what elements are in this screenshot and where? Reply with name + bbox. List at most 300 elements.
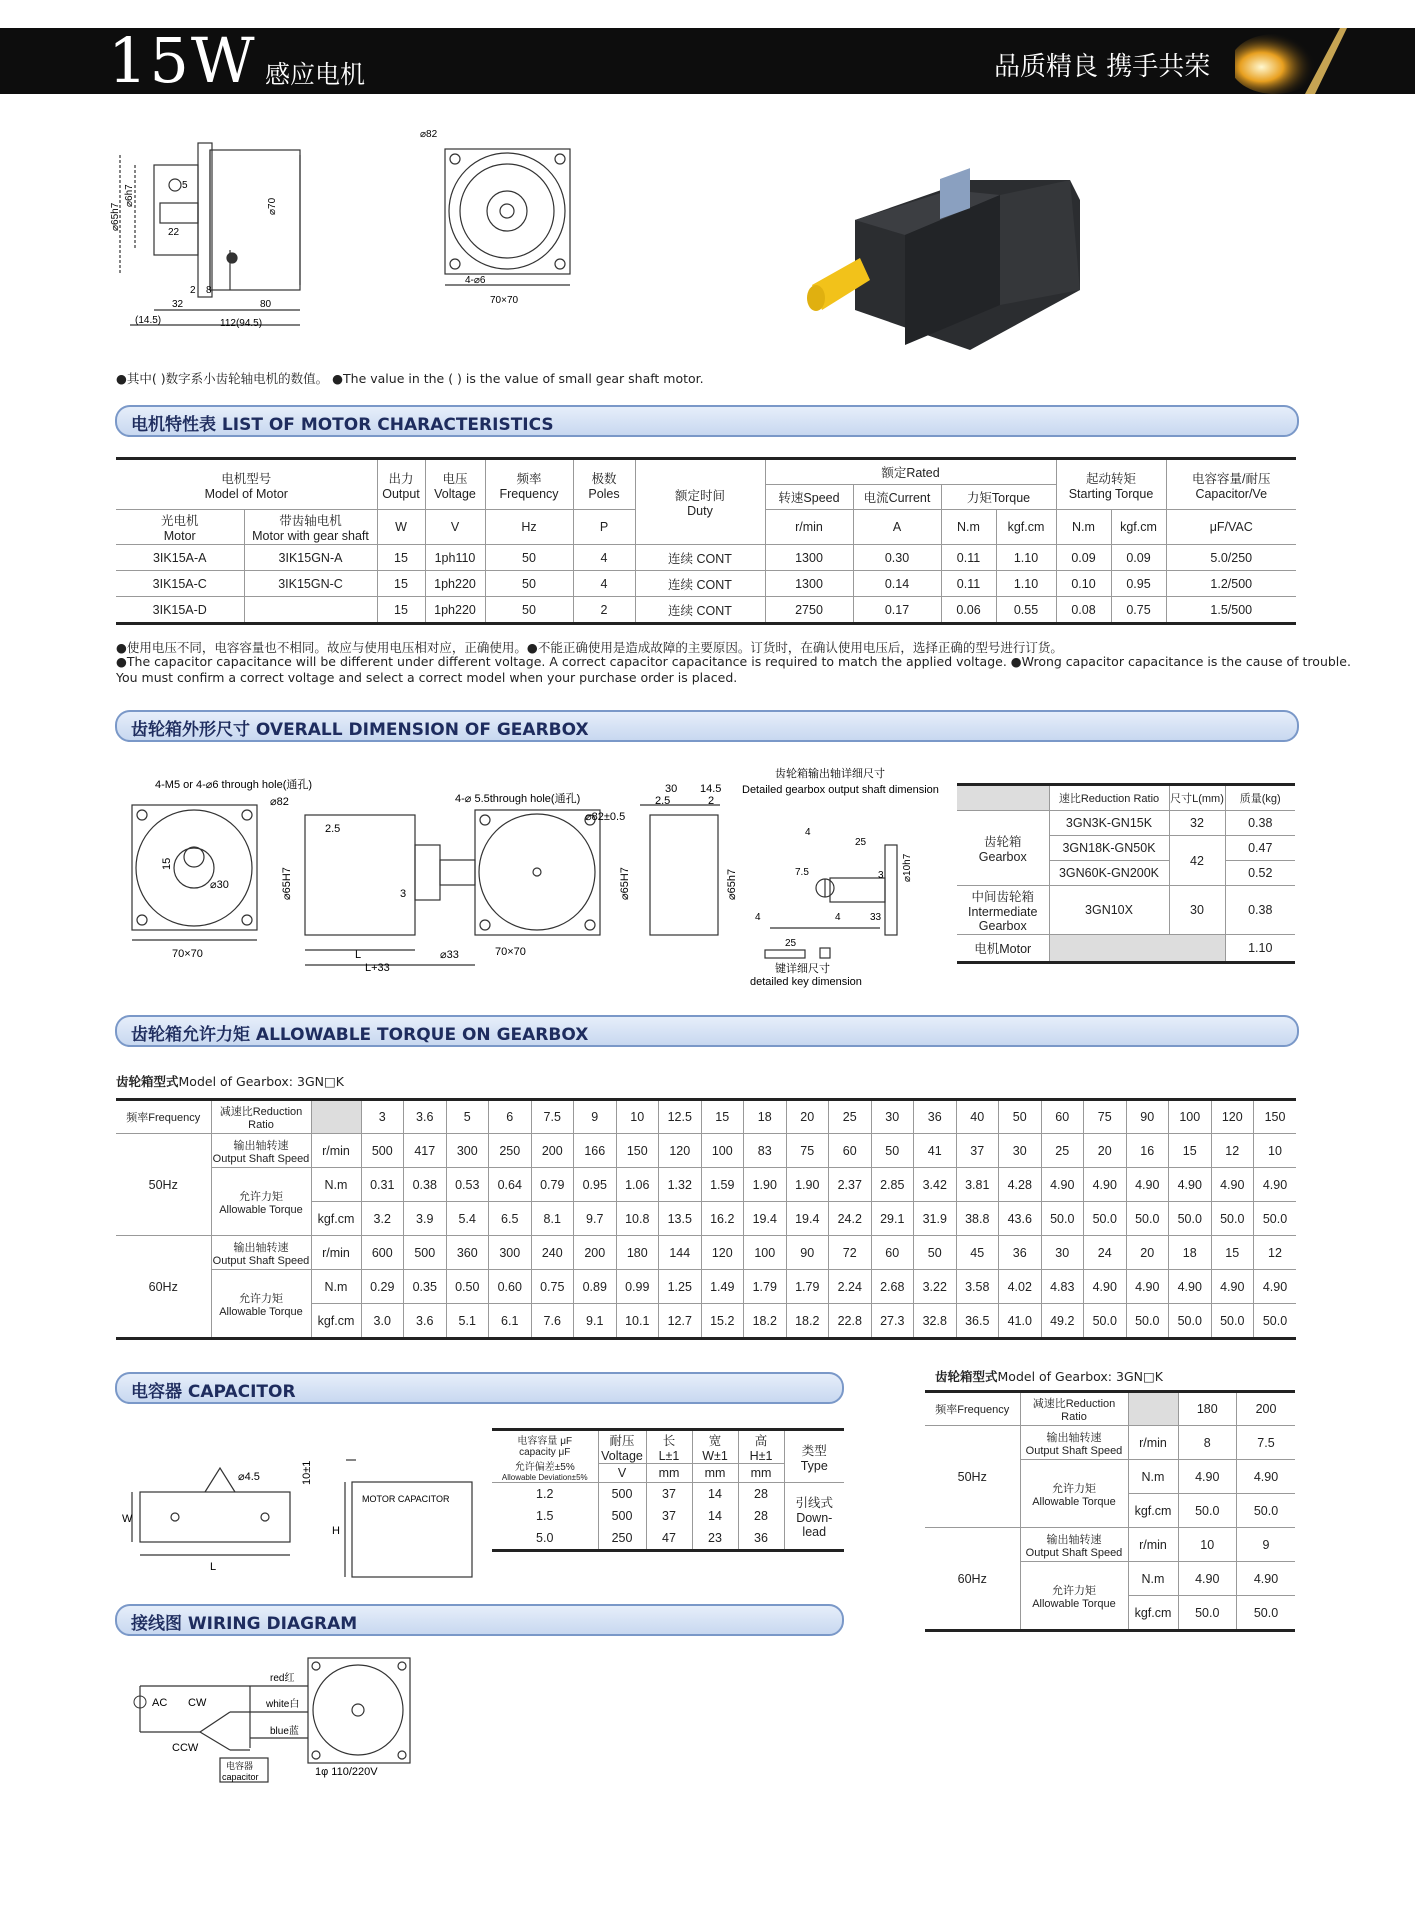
- ratio-cell: 120: [1211, 1100, 1254, 1134]
- value-cell: 0.60: [489, 1270, 532, 1304]
- table-cell: 1.10: [996, 545, 1056, 571]
- table-cell: 0.55: [996, 597, 1056, 624]
- g-m3: 0.52: [1225, 861, 1295, 886]
- table-cell: 0.75: [1111, 597, 1166, 624]
- table-cell: 50: [485, 545, 573, 571]
- h-voltage: 电压: [442, 471, 468, 486]
- dim-32: 32: [172, 299, 184, 310]
- value-cell: 50.0: [1169, 1202, 1212, 1236]
- ratio-cell: 12.5: [659, 1100, 702, 1134]
- h-cap-en: Capacitor/Ve: [1195, 486, 1268, 501]
- dim-70x70: 70×70: [490, 295, 519, 306]
- value-cell: 4.90: [1169, 1270, 1212, 1304]
- table-cell: 0.11: [941, 571, 996, 597]
- table-row: [925, 1426, 1295, 1460]
- c-h-h2: H±1: [749, 1449, 773, 1463]
- frequency-cell: 50Hz: [925, 1426, 1020, 1528]
- torque2-model-value: Model of Gearbox: 3GN□K: [997, 1369, 1163, 1384]
- h-speed: 转速Speed: [765, 485, 853, 510]
- value-cell: 43.6: [999, 1202, 1042, 1236]
- motor-note-3: You must confirm a correct voltage and select a correct model when your purchase order is placed.: [116, 670, 738, 685]
- dim-s75: 7.5: [795, 867, 809, 878]
- allowable-torque-table: [116, 1098, 1296, 1340]
- wire-phase: 1φ 110/220V: [315, 1766, 378, 1778]
- header-banner: [0, 28, 1415, 94]
- value-cell: 3.42: [914, 1168, 957, 1202]
- motor-cn: 电机Motor: [974, 942, 1032, 956]
- dim-70b: 70×70: [495, 946, 526, 958]
- value-cell: 0.95: [574, 1168, 617, 1202]
- table-cell: 500: [598, 1505, 646, 1527]
- u-v: V: [425, 510, 485, 545]
- dim-s4: 4: [805, 827, 811, 838]
- ratio-cell: 7.5: [531, 1100, 574, 1134]
- value-cell: 50.0: [1041, 1202, 1084, 1236]
- table-cell: 连续 CONT: [635, 545, 765, 571]
- ratio-cell: 36: [914, 1100, 957, 1134]
- table-cell: 0.09: [1111, 545, 1166, 571]
- dim-L: L: [355, 949, 362, 961]
- table-cell: 3IK15A-C: [116, 571, 244, 597]
- value-cell: 0.31: [361, 1168, 404, 1202]
- value-cell: 12: [1211, 1134, 1254, 1168]
- table-row: [925, 1528, 1295, 1562]
- value-cell: 18.2: [786, 1304, 829, 1339]
- value-cell: 100: [744, 1236, 787, 1270]
- torque-label: [1020, 1562, 1128, 1631]
- value-cell: 300: [489, 1236, 532, 1270]
- value-cell: 50.0: [1211, 1304, 1254, 1339]
- value-cell: 4.90: [1126, 1168, 1169, 1202]
- table-cell: 4: [573, 545, 635, 571]
- value-cell: 1.49: [701, 1270, 744, 1304]
- value-cell: 1.90: [744, 1168, 787, 1202]
- h-gear: 带齿轴电机: [279, 514, 342, 528]
- value-cell: 3.0: [361, 1304, 404, 1339]
- frequency-cell: 60Hz: [116, 1236, 211, 1339]
- value-cell: 1.90: [786, 1168, 829, 1202]
- ratio-cell: 60: [1041, 1100, 1084, 1134]
- value-cell: 200: [531, 1134, 574, 1168]
- section-title: 齿轮箱允许力矩 ALLOWABLE TORQUE ON GEARBOX: [131, 1025, 589, 1045]
- ratio-cell: 10: [616, 1100, 659, 1134]
- value-cell: 13.5: [659, 1202, 702, 1236]
- c-u-mm3: mm: [738, 1464, 784, 1483]
- dim-14-5: (14.5): [135, 315, 162, 326]
- h-rated: 额定Rated: [765, 459, 1056, 485]
- h-freq-en: Frequency: [499, 486, 559, 501]
- h-freq: 频率: [516, 471, 542, 486]
- value-cell: 3.81: [956, 1168, 999, 1202]
- table-cell: 15: [377, 571, 425, 597]
- value-cell: 6.1: [489, 1304, 532, 1339]
- torque-label: [1020, 1460, 1128, 1528]
- wire-ac: AC: [152, 1697, 168, 1709]
- unit-cell: r/min: [1128, 1528, 1178, 1562]
- value-cell: 4.90: [1169, 1168, 1212, 1202]
- section-motor-characteristics: [115, 405, 1299, 437]
- table-cell: 3IK15A-D: [152, 602, 207, 617]
- h-gear-en: Motor with gear shaft: [252, 529, 369, 543]
- value-cell: 50.0: [1211, 1202, 1254, 1236]
- value-cell: 240: [531, 1236, 574, 1270]
- value-cell: 0.64: [489, 1168, 532, 1202]
- dim-s25b: 25: [785, 938, 797, 949]
- g-m2: 0.47: [1225, 836, 1295, 861]
- h-poles-en: Poles: [588, 486, 620, 501]
- value-cell: 120: [701, 1236, 744, 1270]
- table-header-row: [116, 1100, 1296, 1134]
- dim-s10: ⌀10h7: [902, 853, 913, 882]
- dim-2-5: 2.5: [325, 823, 341, 835]
- table-cell: 3IK15GN-C: [244, 571, 377, 597]
- table-cell: 14: [692, 1505, 738, 1527]
- h-duty: 额定时间: [674, 489, 725, 503]
- label-cn: 输出轴转速: [1046, 1533, 1102, 1546]
- ratio-cell: 200: [1237, 1392, 1296, 1426]
- cap-label: MOTOR CAPACITOR: [362, 1494, 450, 1504]
- value-cell: 5.1: [446, 1304, 489, 1339]
- header-blank: [311, 1100, 361, 1134]
- mid-en2: Gearbox: [978, 919, 1027, 933]
- ratio-cell: 3: [361, 1100, 404, 1134]
- value-cell: 8: [1178, 1426, 1237, 1460]
- torque-label: [211, 1270, 311, 1339]
- table-row: [116, 597, 1296, 624]
- value-cell: 10.1: [616, 1304, 659, 1339]
- value-cell: 0.75: [531, 1270, 574, 1304]
- value-cell: 16.2: [701, 1202, 744, 1236]
- cap-type-cn: 引线式: [795, 1496, 833, 1510]
- value-cell: 500: [404, 1236, 447, 1270]
- h-voltage-en: Voltage: [434, 486, 476, 501]
- header-ratio: 减速比Reduction Ratio: [211, 1100, 311, 1134]
- h-output: 出力: [388, 471, 414, 486]
- value-cell: 4.90: [1211, 1168, 1254, 1202]
- ratio-cell: 50: [999, 1100, 1042, 1134]
- unit-cell: N.m: [1128, 1460, 1178, 1494]
- dim-70a: 70×70: [172, 948, 203, 960]
- gearbox-en: Gearbox: [978, 850, 1027, 864]
- u-uf: μF/VAC: [1166, 510, 1296, 545]
- c-h-cap: 电容容量 μF: [517, 1435, 573, 1447]
- cap-dim-h: H: [332, 1525, 340, 1537]
- unit-cell: kgf.cm: [1128, 1494, 1178, 1528]
- g-s2: 42: [1169, 836, 1225, 886]
- value-cell: 31.9: [914, 1202, 957, 1236]
- table-row: [116, 1168, 1296, 1202]
- cap-label-en: capacitor: [222, 1772, 259, 1782]
- value-cell: 15: [1211, 1236, 1254, 1270]
- c-h-cap-en: capacity μF: [519, 1446, 571, 1458]
- table-cell: 500: [598, 1483, 646, 1506]
- dim-82: ⌀82: [420, 129, 438, 140]
- torque-model-label: 齿轮箱型式: [116, 1074, 179, 1089]
- value-cell: 19.4: [786, 1202, 829, 1236]
- shaft-title-en: Detailed gearbox output shaft dimension: [742, 784, 939, 796]
- dim-82b: ⌀82±0.5: [585, 811, 626, 823]
- ratio-cell: 6: [489, 1100, 532, 1134]
- value-cell: 16: [1126, 1134, 1169, 1168]
- value-cell: 417: [404, 1134, 447, 1168]
- c-h-l2: L±1: [658, 1449, 680, 1463]
- speed-label: [1020, 1528, 1128, 1562]
- value-cell: 1.79: [786, 1270, 829, 1304]
- value-cell: 75: [786, 1134, 829, 1168]
- table-cell: 0.17: [853, 597, 941, 624]
- value-cell: 4.90: [1254, 1270, 1297, 1304]
- value-cell: 9.7: [574, 1202, 617, 1236]
- label-cn: 允许力矩: [239, 1190, 283, 1203]
- cap-dim-10: 10±1: [301, 1460, 313, 1485]
- value-cell: 22.8: [829, 1304, 872, 1339]
- value-cell: 4.90: [1178, 1460, 1237, 1494]
- h-start-en: Starting Torque: [1068, 486, 1154, 501]
- value-cell: 0.53: [446, 1168, 489, 1202]
- value-cell: 4.90: [1178, 1562, 1237, 1596]
- value-cell: 38.8: [956, 1202, 999, 1236]
- label-en: Allowable Torque: [219, 1305, 303, 1318]
- dim-65a: ⌀65H7: [281, 867, 293, 900]
- ratio-cell: 100: [1169, 1100, 1212, 1134]
- dim-5: 5: [182, 180, 188, 191]
- header-ratio: 减速比Reduction Ratio: [1020, 1392, 1128, 1426]
- value-cell: 90: [786, 1236, 829, 1270]
- dim-g25: 2.5: [655, 795, 671, 807]
- unit-cell: kgf.cm: [311, 1202, 361, 1236]
- dim-g2: 2: [708, 795, 715, 807]
- capacitor-table: [492, 1428, 844, 1552]
- section-allowable-torque: [115, 1015, 1299, 1047]
- value-cell: 60: [829, 1134, 872, 1168]
- dim-6h7: ⌀6h7: [124, 184, 135, 207]
- value-cell: 1.32: [659, 1168, 702, 1202]
- shaft-title-cn: 齿轮箱输出轴详细尺寸: [775, 768, 885, 780]
- value-cell: 10.8: [616, 1202, 659, 1236]
- table-cell: 2750: [765, 597, 853, 624]
- gearbox-dimension-drawing: [110, 760, 950, 990]
- ratio-cell: 5: [446, 1100, 489, 1134]
- label-en: Allowable Torque: [1032, 1597, 1116, 1610]
- ratio-cell: 3.6: [404, 1100, 447, 1134]
- label-en: Allowable Torque: [1032, 1495, 1116, 1508]
- table-cell: 15: [377, 597, 425, 624]
- label-en: Allowable Torque: [219, 1203, 303, 1216]
- table-cell: 15: [377, 545, 425, 571]
- value-cell: 10: [1254, 1134, 1297, 1168]
- value-cell: 4.90: [1084, 1270, 1127, 1304]
- value-cell: 3.6: [404, 1304, 447, 1339]
- g-m1: 0.38: [1225, 811, 1295, 836]
- dim-112: 112(94.5): [220, 318, 263, 329]
- dim-80: 80: [260, 299, 272, 310]
- ratio-cell: 90: [1126, 1100, 1169, 1134]
- value-cell: 6.5: [489, 1202, 532, 1236]
- mid-en1: Intermediate: [968, 905, 1038, 919]
- value-cell: 2.68: [871, 1270, 914, 1304]
- cap-dim-l: L: [210, 1561, 217, 1573]
- wire-cw: CW: [188, 1697, 207, 1709]
- table-row: [492, 1483, 844, 1506]
- value-cell: 50.0: [1254, 1304, 1297, 1339]
- value-cell: 3.58: [956, 1270, 999, 1304]
- dim-70: ⌀70: [267, 197, 278, 215]
- value-cell: 41.0: [999, 1304, 1042, 1339]
- ratio-cell: 75: [1084, 1100, 1127, 1134]
- value-cell: 9.1: [574, 1304, 617, 1339]
- value-cell: 2.37: [829, 1168, 872, 1202]
- value-cell: 37: [956, 1134, 999, 1168]
- label-en: Output Shaft Speed: [1025, 1546, 1123, 1559]
- value-cell: 20: [1126, 1236, 1169, 1270]
- table-cell: 0.14: [853, 571, 941, 597]
- gearbox-cn: 齿轮箱: [983, 835, 1022, 849]
- value-cell: 4.83: [1041, 1270, 1084, 1304]
- unit-cell: kgf.cm: [311, 1304, 361, 1339]
- ratio-cell: 180: [1178, 1392, 1237, 1426]
- table-cell: 1ph220: [425, 597, 485, 624]
- decorative-flare: [1235, 28, 1355, 94]
- unit-cell: r/min: [311, 1236, 361, 1270]
- table-cell: 23: [692, 1527, 738, 1551]
- value-cell: 20: [1084, 1134, 1127, 1168]
- table-row: [116, 1134, 1296, 1168]
- value-cell: 41: [914, 1134, 957, 1168]
- label-cn: 允许力矩: [1052, 1482, 1096, 1495]
- speed-label: [211, 1236, 311, 1270]
- table-cell: 28: [738, 1505, 784, 1527]
- table-row: [116, 571, 1296, 597]
- section-title: 齿轮箱外形尺寸 OVERALL DIMENSION OF GEARBOX: [131, 720, 589, 740]
- value-cell: 8.1: [531, 1202, 574, 1236]
- value-cell: 166: [574, 1134, 617, 1168]
- value-cell: 150: [616, 1134, 659, 1168]
- value-cell: 25: [1041, 1134, 1084, 1168]
- h-light: 光电机: [160, 514, 199, 528]
- value-cell: 1.79: [744, 1270, 787, 1304]
- table-cell: 36: [738, 1527, 784, 1551]
- dim-33: ⌀33: [440, 949, 459, 961]
- dim-65h7: ⌀65h7: [110, 202, 121, 231]
- value-cell: 50.0: [1254, 1202, 1297, 1236]
- header-blank: [1128, 1392, 1178, 1426]
- u-p: P: [573, 510, 635, 545]
- u-w: W: [377, 510, 425, 545]
- h-current: 电流Current: [853, 485, 941, 510]
- dim-3: 3: [400, 888, 407, 900]
- ratio-cell: 40: [956, 1100, 999, 1134]
- value-cell: 30: [999, 1134, 1042, 1168]
- value-cell: 7.5: [1237, 1426, 1296, 1460]
- c-h-dev-en: Allowable Deviation±5%: [501, 1472, 588, 1482]
- value-cell: 12: [1254, 1236, 1297, 1270]
- value-cell: 144: [659, 1236, 702, 1270]
- table-cell: 14: [692, 1483, 738, 1506]
- dim-65c: ⌀65h7: [726, 868, 738, 900]
- dim-s3: 3: [878, 870, 884, 881]
- slogan: 品质精良 携手共荣: [994, 52, 1211, 82]
- ratio-cell: 18: [744, 1100, 787, 1134]
- h-cap: 电容容量/耐压: [1192, 471, 1271, 486]
- value-cell: 1.59: [701, 1168, 744, 1202]
- h-light-en: Motor: [163, 529, 196, 543]
- table-cell: 1.5: [536, 1509, 554, 1523]
- value-cell: 4.90: [1126, 1270, 1169, 1304]
- u-rmin: r/min: [765, 510, 853, 545]
- h-model: 电机型号: [221, 471, 272, 486]
- h-torque: 力矩Torque: [941, 485, 1056, 510]
- label-cn: 允许力矩: [239, 1292, 283, 1305]
- value-cell: 2.85: [871, 1168, 914, 1202]
- value-cell: 9: [1237, 1528, 1296, 1562]
- frequency-cell: 50Hz: [116, 1134, 211, 1236]
- value-cell: 50: [914, 1236, 957, 1270]
- value-cell: 50.0: [1237, 1494, 1296, 1528]
- value-cell: 4.90: [1237, 1460, 1296, 1494]
- key-title-cn: 键详细尺寸: [775, 963, 830, 975]
- table-cell: 0.95: [1111, 571, 1166, 597]
- value-cell: 4.28: [999, 1168, 1042, 1202]
- section-title: 电机特性表 LIST OF MOTOR CHARACTERISTICS: [131, 415, 554, 435]
- g-r3: 3GN60K-GN200K: [1049, 861, 1169, 886]
- value-cell: 0.79: [531, 1168, 574, 1202]
- motor-product-image: [800, 140, 1090, 350]
- value-cell: 27.3: [871, 1304, 914, 1339]
- value-cell: 4.02: [999, 1270, 1042, 1304]
- motor-dimension-drawing: [110, 125, 580, 345]
- value-cell: 4.90: [1041, 1168, 1084, 1202]
- h-output-en: Output: [382, 486, 420, 501]
- table-cell: 250: [598, 1527, 646, 1551]
- wire-red: red红: [270, 1673, 295, 1684]
- section-title: 接线图 WIRING DIAGRAM: [131, 1614, 358, 1634]
- dim-15: 15: [161, 857, 173, 870]
- c-h-type-en: Type: [800, 1458, 828, 1473]
- c-u-mm1: mm: [646, 1464, 692, 1483]
- c-h-dev: 允许偏差±5%: [514, 1461, 575, 1473]
- table-cell: 2: [573, 597, 635, 624]
- table-cell: 37: [646, 1505, 692, 1527]
- value-cell: 36.5: [956, 1304, 999, 1339]
- value-cell: 120: [659, 1134, 702, 1168]
- g-r2: 3GN18K-GN50K: [1049, 836, 1169, 861]
- ratio-cell: 15: [701, 1100, 744, 1134]
- value-cell: 0.38: [404, 1168, 447, 1202]
- value-cell: 24.2: [829, 1202, 872, 1236]
- value-cell: 5.4: [446, 1202, 489, 1236]
- table-cell: 0.11: [941, 545, 996, 571]
- table-cell: 1300: [765, 545, 853, 571]
- g-s1: 32: [1169, 811, 1225, 836]
- wire-white: white白: [266, 1699, 300, 1710]
- h-duty-en: Duty: [687, 504, 713, 518]
- g-m4: 0.38: [1225, 886, 1295, 935]
- page-title: 感应电机: [265, 60, 366, 89]
- table-cell: 1ph220: [425, 571, 485, 597]
- dim-65b: ⌀65H7: [619, 867, 631, 900]
- table-cell: 5.0/250: [1166, 545, 1296, 571]
- value-cell: 7.6: [531, 1304, 574, 1339]
- table-cell: 4: [573, 571, 635, 597]
- section-wiring-diagram: [115, 1604, 844, 1636]
- cap-dim-45: ⌀4.5: [238, 1471, 260, 1483]
- torque2-model-label: 齿轮箱型式: [935, 1369, 998, 1384]
- speed-label: [211, 1134, 311, 1168]
- table-header-row: [925, 1392, 1295, 1426]
- c-h-l: 长: [662, 1434, 676, 1448]
- c-u-v: V: [598, 1464, 646, 1483]
- value-cell: 0.35: [404, 1270, 447, 1304]
